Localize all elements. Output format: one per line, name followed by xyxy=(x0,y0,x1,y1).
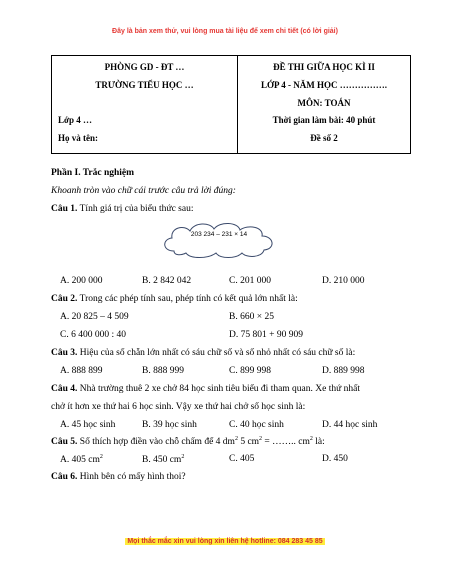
q5-option-b[interactable] xyxy=(142,454,184,465)
part1-title: Phần I. Trắc nghiệm xyxy=(51,168,135,178)
q5-option-a[interactable] xyxy=(60,454,103,465)
exam-header-table xyxy=(51,55,411,154)
question-label: Câu 1. xyxy=(51,204,78,214)
header-left-cell xyxy=(52,56,237,153)
hotline-banner xyxy=(0,538,450,545)
q2-option-d[interactable]: D. 75 801 + 90 909 xyxy=(229,330,303,340)
question-2 xyxy=(51,294,298,304)
expression: 203 234 – 231 × 14 xyxy=(190,231,248,238)
question-label: Câu 5. xyxy=(51,437,78,448)
q3-option-b[interactable]: B. 888 999 xyxy=(142,366,184,376)
question-text: Số thích hợp điền vào chỗ chấm để 4 dm xyxy=(79,437,235,448)
department-name: PHÒNG GD - ĐT … xyxy=(104,62,185,72)
q3-option-d[interactable]: D. 889 998 xyxy=(322,366,365,376)
superscript: 2 xyxy=(309,436,313,442)
q4-option-a[interactable]: A. 45 học sinh xyxy=(60,420,116,430)
question-6 xyxy=(51,472,186,482)
q2-option-a[interactable]: A. 20 825 – 4 509 xyxy=(60,312,129,322)
question-label: Câu 2. xyxy=(51,294,78,304)
question-text: = …….. cm xyxy=(262,437,310,448)
subject: MÔN: TOÁN xyxy=(297,98,351,108)
question-text: Hình bên có mấy hình thoi? xyxy=(79,472,186,482)
q4-option-b[interactable]: B. 39 học sinh xyxy=(142,420,197,430)
q5-option-c[interactable]: C. 405 xyxy=(229,454,255,464)
q4-option-c[interactable]: C. 40 học sinh xyxy=(229,420,284,430)
time-limit: Thời gian làm bài: 40 phút xyxy=(272,115,376,125)
question-text: 5 cm xyxy=(237,437,260,448)
q3-option-c[interactable]: C. 899 998 xyxy=(229,366,271,376)
exam-title: ĐỀ THI GIỮA HỌC KÌ II xyxy=(273,62,375,72)
option-text: A. 405 cm xyxy=(60,455,100,466)
question-1 xyxy=(51,204,193,214)
part1-instruction: Khoanh tròn vào chữ cái trước câu trả lời đúng: xyxy=(51,186,236,196)
cloud-shape xyxy=(160,221,278,259)
preview-banner: Đây là bản xem thử, vui lòng mua tài liệu để xem chi tiết (có lời giải) xyxy=(112,28,338,35)
question-4 xyxy=(51,384,360,394)
q2-option-c[interactable]: C. 6 400 000 : 40 xyxy=(60,330,126,340)
exam-code: Đề số 2 xyxy=(310,133,338,143)
q1-option-c[interactable]: C. 201 000 xyxy=(229,276,271,286)
question-label: Câu 6. xyxy=(51,472,78,482)
grade-year: LỚP 4 - NĂM HỌC ……………. xyxy=(261,80,387,90)
q4-option-d[interactable]: D. 44 học sinh xyxy=(322,420,378,430)
q1-option-a[interactable]: A. 200 000 xyxy=(60,276,103,286)
question-text: là: xyxy=(312,437,325,448)
q1-option-d[interactable]: D. 210 000 xyxy=(322,276,365,286)
school-name: TRƯỜNG TIỂU HỌC … xyxy=(95,80,194,90)
q3-option-a[interactable]: A. 888 899 xyxy=(60,366,103,376)
student-name-label: Họ và tên: xyxy=(58,133,98,143)
superscript: 2 xyxy=(234,436,238,442)
superscript: 2 xyxy=(181,454,185,460)
question-5 xyxy=(51,436,325,447)
q5-option-d[interactable]: D. 450 xyxy=(322,454,348,464)
question-label: Câu 3. xyxy=(51,348,78,358)
option-text: B. 450 cm xyxy=(142,455,182,466)
question-4-line2: chở ít hơn xe thứ hai 6 học sinh. Vậy xe thứ hai chở số học sinh là: xyxy=(51,402,306,412)
question-text-line1: Nhà trường thuê 2 xe chở 84 học sinh tiêu biểu đi tham quan. Xe thứ nhất xyxy=(79,384,360,394)
hotline-text: Mọi thắc mắc xin vui lòng xin liên hệ hotline: 084 283 45 85 xyxy=(127,538,323,545)
class-label: Lớp 4 … xyxy=(58,115,92,125)
question-text: Trong các phép tính sau, phép tính có kết quả lớn nhất là: xyxy=(79,294,298,304)
superscript: 2 xyxy=(99,454,103,460)
header-right-cell xyxy=(238,56,410,153)
question-text: Tính giá trị của biểu thức sau: xyxy=(79,204,194,214)
superscript: 2 xyxy=(259,436,263,442)
q2-option-b[interactable]: B. 660 × 25 xyxy=(229,312,274,322)
question-label: Câu 4. xyxy=(51,384,78,394)
question-text: Hiệu của số chẵn lớn nhất có sáu chữ số và số nhỏ nhất có sáu chữ số là: xyxy=(79,348,356,358)
question-3 xyxy=(51,348,355,358)
q1-option-b[interactable]: B. 2 842 042 xyxy=(142,276,192,286)
